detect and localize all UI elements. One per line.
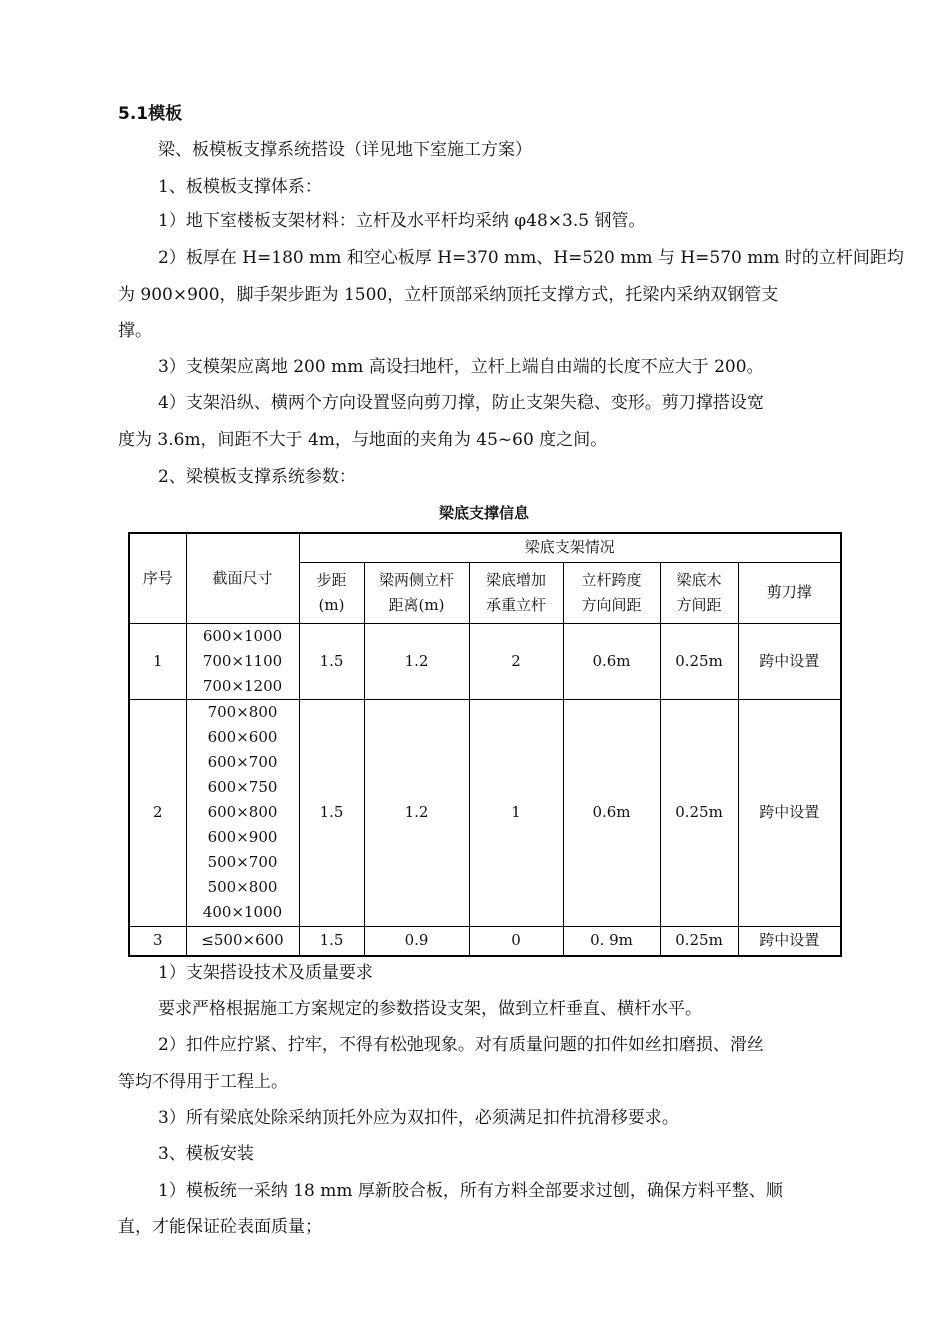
paragraph-item-1: 1）地下室楼板支架材料：立杆及水平杆均采纳 φ48×3.5 钢管。 — [158, 211, 646, 231]
cell-extra: 2 — [469, 623, 563, 699]
header-step-bottom: (m) — [318, 595, 345, 614]
size-value: 600×800 — [207, 803, 278, 821]
header-brace: 剪刀撑 — [738, 562, 841, 623]
cell-wood: 0.25m — [660, 926, 738, 956]
size-value: 600×1000 — [202, 626, 283, 645]
size-value: 700×1100 — [202, 651, 283, 670]
cell-sizes — [186, 926, 299, 956]
cell-sizes — [186, 623, 299, 699]
paragraph-req-3: 3）所有梁底处除采纳顶托外应为双扣件，必须满足扣件抗滑移要求。 — [158, 1108, 679, 1128]
header-side-top: 梁两侧立杆 — [378, 570, 454, 589]
table-row — [129, 623, 841, 699]
paragraph-req-1-detail: 要求严格根据施工方案规定的参数搭设支架，做到立杆垂直、横杆水平。 — [158, 999, 702, 1019]
cell-wood: 0.25m — [660, 623, 738, 699]
paragraph-item-2-line-1: 2）板厚在 H=180 mm 和空心板厚 H=370 mm、H=520 mm 与 H=570 mm 时的立杆间距均 — [158, 248, 904, 268]
size-value: 700×1200 — [202, 676, 283, 695]
beam-support-table — [128, 532, 842, 957]
header-wood-bottom: 方间距 — [676, 595, 722, 614]
size-value: 600×750 — [207, 778, 278, 796]
cell-span: 0.6m — [563, 699, 660, 926]
cell-index: 1 — [129, 623, 186, 699]
cell-sizes — [186, 699, 299, 926]
header-span-bottom: 方向间距 — [581, 595, 642, 614]
cell-side: 0.9 — [364, 926, 469, 956]
table-caption: 梁底支撑信息 — [438, 504, 529, 522]
cell-extra: 1 — [469, 699, 563, 926]
cell-index: 3 — [129, 926, 186, 956]
header-extra-pole — [469, 562, 563, 623]
cell-side: 1.2 — [364, 699, 469, 926]
header-span-top: 立杆跨度 — [581, 570, 642, 589]
header-section-size: 截面尺寸 — [186, 533, 299, 623]
cell-side: 1.2 — [364, 623, 469, 699]
paragraph-item-4-line-1: 4）支架沿纵、横两个方向设置竖向剪刀撑，防止支架失稳、变形。剪刀撑搭设宽 — [158, 393, 764, 413]
table-row — [129, 926, 841, 956]
paragraph-intro: 梁、板模板支撑系统搭设（详见地下室施工方案） — [158, 140, 532, 160]
header-step-top: 步距 — [316, 570, 347, 589]
cell-step: 1.5 — [299, 926, 364, 956]
header-side-bottom: 距离(m) — [388, 595, 445, 614]
size-value: 500×700 — [207, 853, 278, 871]
size-value: 500×800 — [207, 878, 278, 896]
paragraph-item-4-line-2: 度为 3.6m，间距不大于 4m，与地面的夹角为 45~60 度之间。 — [118, 430, 608, 450]
header-step — [299, 562, 364, 623]
header-support-group: 梁底支架情况 — [299, 533, 841, 562]
size-value: 600×900 — [207, 828, 278, 846]
paragraph-req-1: 1）支架搭设技术及质量要求 — [158, 963, 373, 983]
paragraph-item-3: 3）支模架应离地 200 mm 高设扫地杆，立杆上端自由端的长度不应大于 200。 — [158, 357, 764, 377]
header-wood-top: 梁底木 — [676, 570, 722, 589]
section-heading: 5.1模板 — [118, 104, 183, 124]
header-wood-spacing — [660, 562, 738, 623]
header-span-spacing — [563, 562, 660, 623]
paragraph-install-1-line-1: 1）模板统一采纳 18 mm 厚新胶合板，所有方料全部要求过刨，确保方料平整、顺 — [158, 1181, 783, 1201]
header-side-distance — [364, 562, 469, 623]
size-value: ≤500×600 — [201, 931, 284, 950]
cell-step: 1.5 — [299, 699, 364, 926]
paragraph-item-2-line-2: 为 900×900，脚手架步距为 1500，立杆顶部采纳顶托支撑方式，托梁内采纳双钢管支 — [118, 285, 779, 305]
cell-span: 0. 9m — [563, 926, 660, 956]
cell-span: 0.6m — [563, 623, 660, 699]
cell-index: 2 — [129, 699, 186, 926]
size-value: 600×600 — [207, 728, 278, 746]
header-index: 序号 — [129, 533, 186, 623]
size-value: 400×1000 — [202, 903, 283, 921]
cell-extra: 0 — [469, 926, 563, 956]
cell-brace: 跨中设置 — [738, 926, 841, 956]
paragraph-install-1-line-2: 直，才能保证砼表面质量； — [118, 1217, 322, 1237]
table-row — [129, 699, 841, 926]
cell-brace: 跨中设置 — [738, 623, 841, 699]
paragraph-subheading-3: 3、模板安装 — [158, 1144, 254, 1164]
paragraph-subheading-2: 2、梁模板支撑系统参数： — [158, 467, 356, 487]
paragraph-req-2-line-2: 等均不得用于工程上。 — [118, 1072, 288, 1092]
paragraph-req-2-line-1: 2）扣件应拧紧、拧牢，不得有松弛现象。对有质量问题的扣件如丝扣磨损、滑丝 — [158, 1035, 764, 1055]
paragraph-item-2-line-3: 撑。 — [118, 321, 152, 341]
header-extra-bottom: 承重立杆 — [485, 595, 546, 614]
cell-step: 1.5 — [299, 623, 364, 699]
header-extra-top: 梁底增加 — [485, 570, 546, 589]
paragraph-subheading-1: 1、板模板支撑体系： — [158, 177, 322, 197]
size-value: 600×700 — [207, 753, 278, 771]
size-value: 700×800 — [207, 703, 278, 721]
cell-wood: 0.25m — [660, 699, 738, 926]
cell-brace: 跨中设置 — [738, 699, 841, 926]
